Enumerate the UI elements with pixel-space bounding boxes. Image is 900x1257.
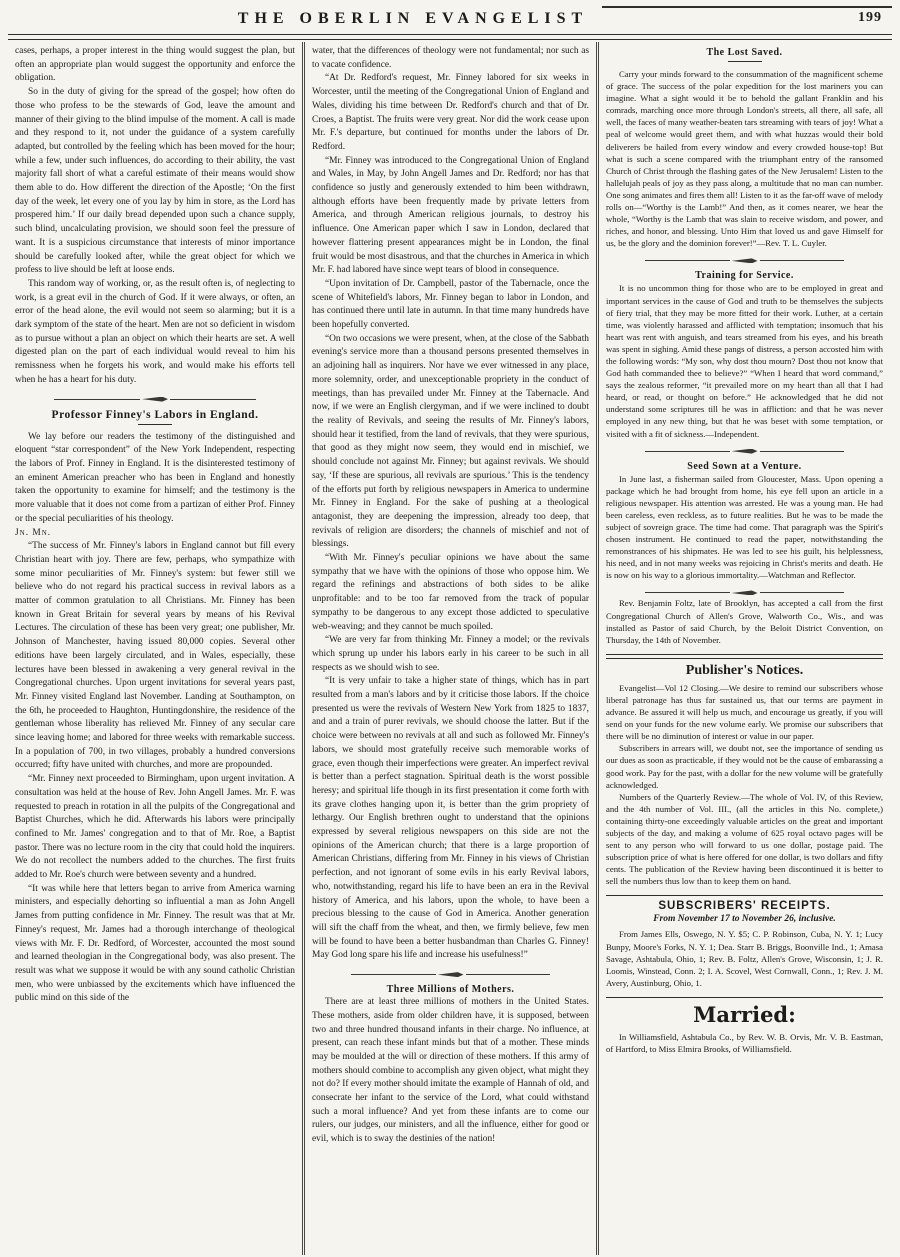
- paragraph: “At Dr. Redford's request, Mr. Finney labored for six weeks in Worcester, until the meeting of the Congregational Union of England and Wales, dividing his time between Dr. Redford's church and that of Dr. Croes, a Baptist. The fruits were very great. Nor did the work cease upon Mr. F.'s departure, but continued for months under the labors of Dr. Redford.: [312, 73, 589, 152]
- paragraph: “We are very far from thinking Mr. Finney a model; or the revivals which sprung up under his labors early in his career to be such in all respects as we should wish to see.: [312, 635, 589, 673]
- paragraph: “Mr. Finney was introduced to the Congregational Union of England and Wales, in May, by John Angell James and Dr. Redford; nor has that confidence so justly and generously extended to him been withdrawn, although efforts have been frequently made by private letters from America, and through American religious journals, to destroy his influence. One American paper which I saw in London, declared that however flattering present appearances might be in London, the final fruit would be most disastrous, and that the churches in America in which Mr. F. had labored have since wept tears of blood in consequence.: [312, 155, 589, 276]
- paragraph: Carry your minds forward to the consummation of the magnificent scheme of grace. The success of the polar expedition for the lost mariners you can imagine. What a sight would it be to behold the gallant Franklin and his comrads, marching once more through London's streets, all there, all safe, all well, the faces of many weather-beaten tars streaming with tears of joy! What a peal of welcome would greet them, and with what huzzas would their bold deliverers be hailed from every window and every crowded house-top! But what is such a scene compared with the triumphant entry of the ransomed Church of Christ through the flashing gates of the New Jerusalem! Listen to the hallelujah peals of joy as they pass along, a multitude that no man can number. One song animates and fires them all! Listen to it as the far-off wave of melody rolls on—“Worthy is the Lamb!” And then, as it comes nearer, we hear the whole, “Worthy is the Lamb that was slain to receive wisdom, and power, and riches, and honor, and blessing. Unto Him that loved us and gave Himself for us, be the glory and the dominion forever!”—Rev. T. L. Cuyler.: [606, 69, 883, 249]
- divider-diamond-icon: [732, 258, 758, 263]
- section-rule: [606, 895, 883, 896]
- paragraph: Subscribers in arrears will, we doubt not, see the importance of sending us our dues as soon as practicable, if they would not be the cause of embarassing a good work. Pay for the past, with a dollar for the new volume will be gratefully acknowledged.: [606, 743, 883, 790]
- section-divider: [54, 397, 256, 402]
- divider-diamond-icon: [732, 449, 758, 454]
- paragraph: We lay before our readers the testimony of the distinguished and eloquent “star correspondent” of the New York Independent, respecting the labors of Prof. Finney in England. It is the disinterested testimony of an eminent American preacher who has been in England and honestly taken the opportunity to examine for himself; and the testimony is the more valuable that it does not come from a partizan of either Prof. Finney or the special peculiarities of his theology.: [15, 431, 295, 524]
- paragraph: Numbers of the Quarterly Review.—The whole of Vol. IV, of this Review, and the 4th number of Vol. III., (all the articles in this No. complete,) containing thirty-one exceedingly valuable articles on the great and important subjects of the day, and making a volume of 625 royal octavo pages will be sent to any person who will forward to us one dollar, postage paid. The subscription price of what is here offered for one dollar, is two dollars and fifty cents. The publication of the Review having been discontinued it is better to sell the numbers thus low than to keep them on hand.: [606, 791, 883, 887]
- section-divider: [645, 449, 844, 454]
- paragraph: So in the duty of giving for the spread of the gospel; how often do those who profess to be the stewards of God, leave the amount and manner of their giving to the blind impulse of the moment. A call is made and they respond to it, not under the guidance of a system carefully adapted, but controlled by the feeling which has been moved for the hour; while a few, under such influences, do according to their ability, the vast majority fall short of what a careful estimate of their means would show them able to do. How different the direction of the Apostle; ‘On the first day of the week, let every one of you lay by him in store, as the Lord has prospered him.’ If our daily bread depended upon such a chance supply, such blind, uncalculating provision, we should soon feel the pressure of want. It is a suspicious circumstance that interests of minor importance should be carefully looked after, while the great object for which we profess to live should be left at loose ends.: [15, 87, 295, 276]
- article-heading-training-for-service: Training for Service.: [695, 270, 794, 282]
- article-heading-finney-labors: Professor Finney's Labors in England.: [51, 408, 259, 421]
- section-rule: [606, 654, 883, 659]
- masthead-bottom-rule: [8, 34, 892, 40]
- section-rule: [606, 997, 883, 998]
- paragraph: “Upon invitation of Dr. Campbell, pastor of the Tabernacle, once the scene of Whitefield's labors, Mr. Finney began to labor in London, and has continued there until late in autumn. In that time many hundreds have been hopefully converted.: [312, 278, 589, 331]
- receipts-date-range: From November 17 to November 26, inclusive.: [653, 914, 836, 925]
- paragraph: In June last, a fisherman sailed from Gloucester, Mass. Upon opening a package which he had brought from home, his eye fell upon an article in a religious newspaper. His attention was arrested. He was a young man. He had been careless, even reckless, as to future realities. But he was to be made the subject of sovreign grace. The time had come. That paragraph was the Spirit's chosen instrument. He continued to read the paper, notwithstanding the remonstrances of his shipmates. He was led to see his guilt, his helplessness, his need, and in not many weeks was rejoicing in Christ's merits and death. He is now on his way to a glorious immortality.—Watchman and Reflector.: [606, 473, 883, 581]
- newspaper-title: THE OBERLIN EVANGELIST: [237, 10, 589, 27]
- paragraph: “On two occasions we were present, when, at the close of the Sabbath evening's service more than a thousand persons presented themselves in an adjoining hall as inquirers. Nor have we ever witnessed in any place, more solemnity, order, and unexceptionable propriety in the conduct of meetings, than has prevailed under Mr. Finney at the Tabernacle. And now, if we were an English clergyman, and if we were inclined to doubt the reality of Revivals, and seeing the results of Mr. Finney's labors, should hear it testified, from the land of revivals, that they were spurious, that good as they might now seem, they would end in mischief, we should conclude not against Mr. Finney; but against revivals. We should say, ‘If these are spurious, all revivals are spurious.’ This is the tendency of the efforts put forth by religious newspapers in America to undermine Mr. Finney in England. For the sake of pushing at a theological antagonist, they are deepening the impression, already too deep, that revivals of religion are disorders; the channels of mischief and not of blessings.: [312, 333, 589, 550]
- column-layout: [8, 42, 892, 1255]
- article-heading-three-millions-of-mothers: Three Millions of Mothers.: [386, 984, 515, 996]
- section-divider: [351, 972, 550, 977]
- divider-diamond-icon: [438, 972, 464, 977]
- heading-rule: [728, 61, 762, 62]
- marriage-notice-paragraph: In Williamsfield, Ashtabula Co., by Rev. W. B. Orvis, Mr. V. B. Eastman, of Hartford, to Miss Elmira Brooks, of Williamsfield.: [606, 1031, 883, 1054]
- paragraph: “It was while here that letters began to arrive from America warning ministers, and especially dehorting so influential a man as John Angell James from putting confidence in Mr. Finney. The result was that at Mr. Finney's request, Mr. James had a thorough interchange of theological views with Mr. F. Dr. Redford, of Worcester, accounted the most sound and learned theologian in the Congregational body, was also present. The result was what we suppose it would be with any sound catholic Christian men, who were unbiassed by the excitements which have influenced the public mind on this side of the: [15, 883, 295, 1004]
- paragraph: “With Mr. Finney's peculiar opinions we have about the same sympathy that we have with the opinions of those who oppose him. We regard the refinings and abstractions of both sides to be alike unprofitable: and to be too far removed from the track of popular sympathy to be dangerous to any except those addicted to speculative web-weaving; and they cannot be much spoiled.: [312, 553, 589, 632]
- paragraph: It is no uncommon thing for those who are to be employed in great and important services in the cause of God and truth to be themselves the subjects of fiery trial, that they may be more fitted for their work. Luther, at a certain time, was violently harassed and afflicted with temptation; insomuch that his heart was rent with anguish, and tears streamed from his eyes, and his breath was spent in sighing. Amid these pangs of distress, a person accosted him with the following words: “My son, why dost thou mourn? Dost thou not know that God hath commanded thee to believe?” “When I heard that word command,” says the zealous reformer, “it prevailed more on my heart than all that I had heard, or read, or thought on before.” He acknowledged that he did not understand some scriptures till he was in affliction: and that he was never employed in any new thing, but that he was beset with some temptation, or visited with a fit of sickness.—Independent.: [606, 283, 883, 439]
- heading-subscribers-receipts: SUBSCRIBERS' RECEIPTS.: [658, 900, 831, 913]
- paragraph: There are at least three millions of mothers in the United States. These mothers, aside from older children have, it is supposed, between two and three hundred thousand infants in their charge. No influence, at present, can reach these infant minds but that of a mother. These minds may be moulded at the will or direction of these mothers. If this army of mothers should combine to accomplish any given object, what might they not do? If every mother should imitate the example of Hannah of old, and consecrate her infant to the service of the Lord, what could withstand such a moral influence? And yet from these infants are to come our rulers, our judges, our ministers, and all the influence, either for good or evil, which is to sway the destinies of the nation!: [312, 997, 589, 1145]
- editor-initials: Jn. Mn.: [15, 527, 52, 538]
- paragraph: water, that the differences of theology were not fundamental; nor such as to vacate confidence.: [312, 46, 589, 70]
- column-1: [8, 42, 302, 1255]
- masthead: [8, 4, 892, 34]
- paragraph: “It is very unfair to take a higher state of things, which has in part resulted from a man's labors and by it criticise those labors. If the choice presented us were the revivals of Western New York from 1825 to 1837, and and a train of purer revivals, we should choose the latter. But if the choice were between no revivals at all and such as followed Mr. Finney's labors, we should most gratefully receive such memorable works of grace, even though their imperfections were greater. An imperfect revival is better than a perfect stagnation. Spiritual death is the worst possible heresy; and spiritual life though in its first presentation it come forth with its grave clothes hanging upon it, is better than the grim propriety of lethargy. Our English brethren ought to understand that the opinions expressed by several religious newspapers on this side are not the opinions of the American church; that there is a large proportion of American Christians, differing from Mr. Finney in his views of Christian perfection, and not ignorant of some evils in his early Revival labors, who, notwithstanding, regard his life to have been an era in the Revival history of America, and his labors, upon the whole, to have been a precious blessing to the cause of God in America. Another generation will sift the chaff from the wheat, and then, we firmly believe, few men will be found to have been a better husbandman than Charles G. Finney! May God long spare his life and increase his usefulness!”: [312, 676, 589, 961]
- page-number: 199: [858, 10, 882, 25]
- paragraph: Evangelist—Vol 12 Closing.—We desire to remind our subscribers whose liberal patronage has thus far sustained us, that our terms are payment in advance. Be assured it will help us much, and encourage us greatly, if you will send on your funds for the new volume early. We promise our subscribers that there will be no diminution of interest or value in our paper.: [606, 682, 883, 742]
- article-heading-seed-sown-at-a-venture: Seed Sown at a Venture.: [687, 460, 802, 472]
- paragraph: “The success of Mr. Finney's labors in England cannot but fill every Christian heart with joy. There are few, perhaps, who sympathize with some minor peculiarities of Mr. Finney's system: but fewer still we believe who do not regard his practical success in revival labors as a matter of common gratulation to all Christians. Mr. Finney has been known in Great Britain for several years by means of his Revival Lectures. The circulation of these has been very great; one publisher, Mr. Johnson of Manchester, having issued 80,000 copies. Several other editions have been largely circulated, and in Wales, especially, these lectures have been blessed in awakening a very general revival in the Congregational churches. Upon urgent invitations for several years past, Mr. Finney visited England last November. Landing at Southampton, on the 6th, he proceeded to Haughton, Huntingdonshire, the residence of the gentleman whose liberality has relieved Mr. Finney of any secular care since leaving home; and labored for three weeks with remarkable success. In a population of 700, in two villages, probably a hundred conversions occurred; fifty have united with churches, and more are propounded.: [15, 541, 295, 771]
- article-heading-the-lost-saved: The Lost Saved.: [706, 47, 783, 58]
- column-3: [596, 42, 890, 1255]
- paragraph: “Mr. Finney next proceeded to Birmingham, upon urgent invitation. A consultation was held at the house of Rev. John Angell James. Mr. F. was requested to preach in rotation in all the pulpits of the Congregational and Baptist Churches, which he did. Afterwards his labors were principally confined to Mr. James' congregation and to that of Mr. Roe, a Baptist pastor. There was no lecture room in the city that could hold the inquirers. We do not recollect the numbers added to the churches. The first fruits added to Mr. Roe's church were between seventy and a hundred.: [15, 774, 295, 881]
- paragraph: This random way of working, or, as the result often is, of neglecting to work, is a great evil in the church of God. If it were always, or often, an error of the head alone, the evil would not seem so alarming; but it is a dark symptom of the state of the heart. Men are not so deficient in wisdom as to pursue without a plan an object on which their hearts are set. A well digested plan on the part of each individual would reveal to him his remissness when he forgets his work, and would make his efforts tell when he has a heart for his duty.: [15, 278, 295, 385]
- section-divider: [645, 258, 844, 263]
- masthead-rule: [602, 6, 892, 10]
- heading-married: Married:: [693, 1001, 796, 1027]
- column-2: [302, 42, 596, 1255]
- heading-rule: [138, 424, 172, 425]
- divider-diamond-icon: [732, 590, 758, 595]
- news-notice-paragraph: Rev. Benjamin Foltz, late of Brooklyn, has accepted a call from the first Congregational Church of Allen's Grove, Walworth Co., Wis., and was installed as Pastor of said Church, by the Beloit District Convention, on Thursday, the 14th of November.: [606, 598, 883, 645]
- receipts-list-paragraph: From James Ells, Oswego, N. Y. $5; C. P. Robinson, Cuba, N. Y. 1; Lucy Bunpy, Moore's Forks, N. Y. 1; Dea. Starr B. Briggs, Boonville Ind., 1; Amasa Savage, Ashtabula, Ohio, 1; Rev. B. Foltz, Allen's Grove, Wisconsin, 1; J. R. Loomis, Winstead, Conn. 2; I. A. Scovel, West Cornwall, Conn., 1; Rev. J. M. Avery, Austinburg, Ohio, 1.: [606, 929, 883, 988]
- paragraph: cases, perhaps, a proper interest in the thing would suggest the plan, but often an appropriate plan would suggest the opportunity and enforce the obligation.: [15, 46, 295, 84]
- divider-diamond-icon: [142, 397, 168, 402]
- heading-publishers-notices: Publisher's Notices.: [685, 662, 804, 678]
- section-divider: [645, 590, 844, 595]
